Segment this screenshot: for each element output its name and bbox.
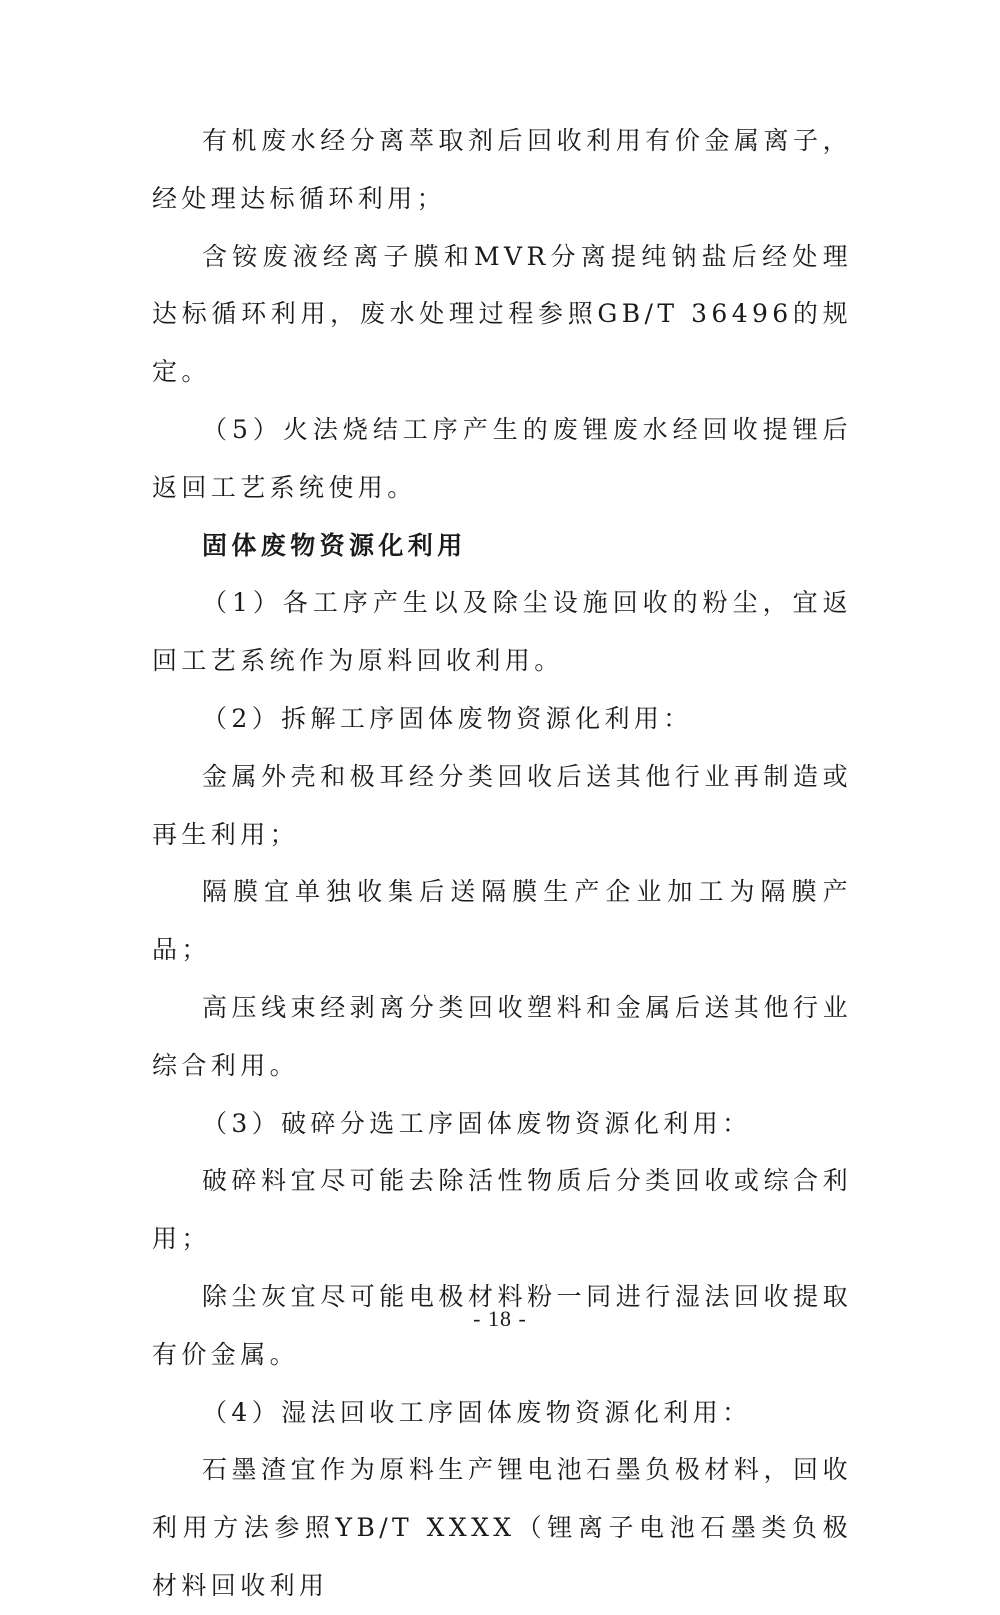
paragraph: 金属外壳和极耳经分类回收后送其他行业再制造或再生利用； — [152, 761, 852, 849]
paragraph: （1）各工序产生以及除尘设施回收的粉尘，宜返回工艺系统作为原料回收利用。 — [152, 588, 852, 676]
paragraph: 含铵废液经离子膜和MVR分离提纯钠盐后经处理达标循环利用，废水处理过程参照GB/T 36496的规定。 — [152, 241, 852, 387]
paragraph: （5）火法烧结工序产生的废锂废水经回收提锂后返回工艺系统使用。 — [152, 414, 852, 502]
paragraph: 隔膜宜单独收集后送隔膜生产企业加工为隔膜产品； — [152, 877, 852, 965]
paragraph: 除尘灰宜尽可能电极材料粉一同进行湿法回收提取有价金属。 — [152, 1281, 852, 1369]
paragraph: （4）湿法回收工序固体废物资源化利用： — [202, 1397, 752, 1427]
paragraph: （2）拆解工序固体废物资源化利用： — [202, 703, 693, 733]
paragraph: 高压线束经剥离分类回收塑料和金属后送其他行业综合利用。 — [152, 992, 852, 1080]
paragraph: 有机废水经分离萃取剂后回收利用有价金属离子，经处理达标循环利用； — [152, 126, 852, 213]
paragraph: （3）破碎分选工序固体废物资源化利用： — [202, 1108, 752, 1138]
body-text — [152, 112, 852, 1615]
paragraph: 石墨渣宜作为原料生产锂电池石墨负极材料，回收利用方法参照YB/T XXXX（锂离子电池石墨类负极材料回收利用 — [152, 1455, 852, 1600]
paragraph: 破碎料宜尽可能去除活性物质后分类回收或综合利用； — [152, 1166, 852, 1254]
page-number: - 18 - — [473, 1306, 527, 1331]
section-heading: 固体废物资源化利用 — [202, 530, 467, 560]
